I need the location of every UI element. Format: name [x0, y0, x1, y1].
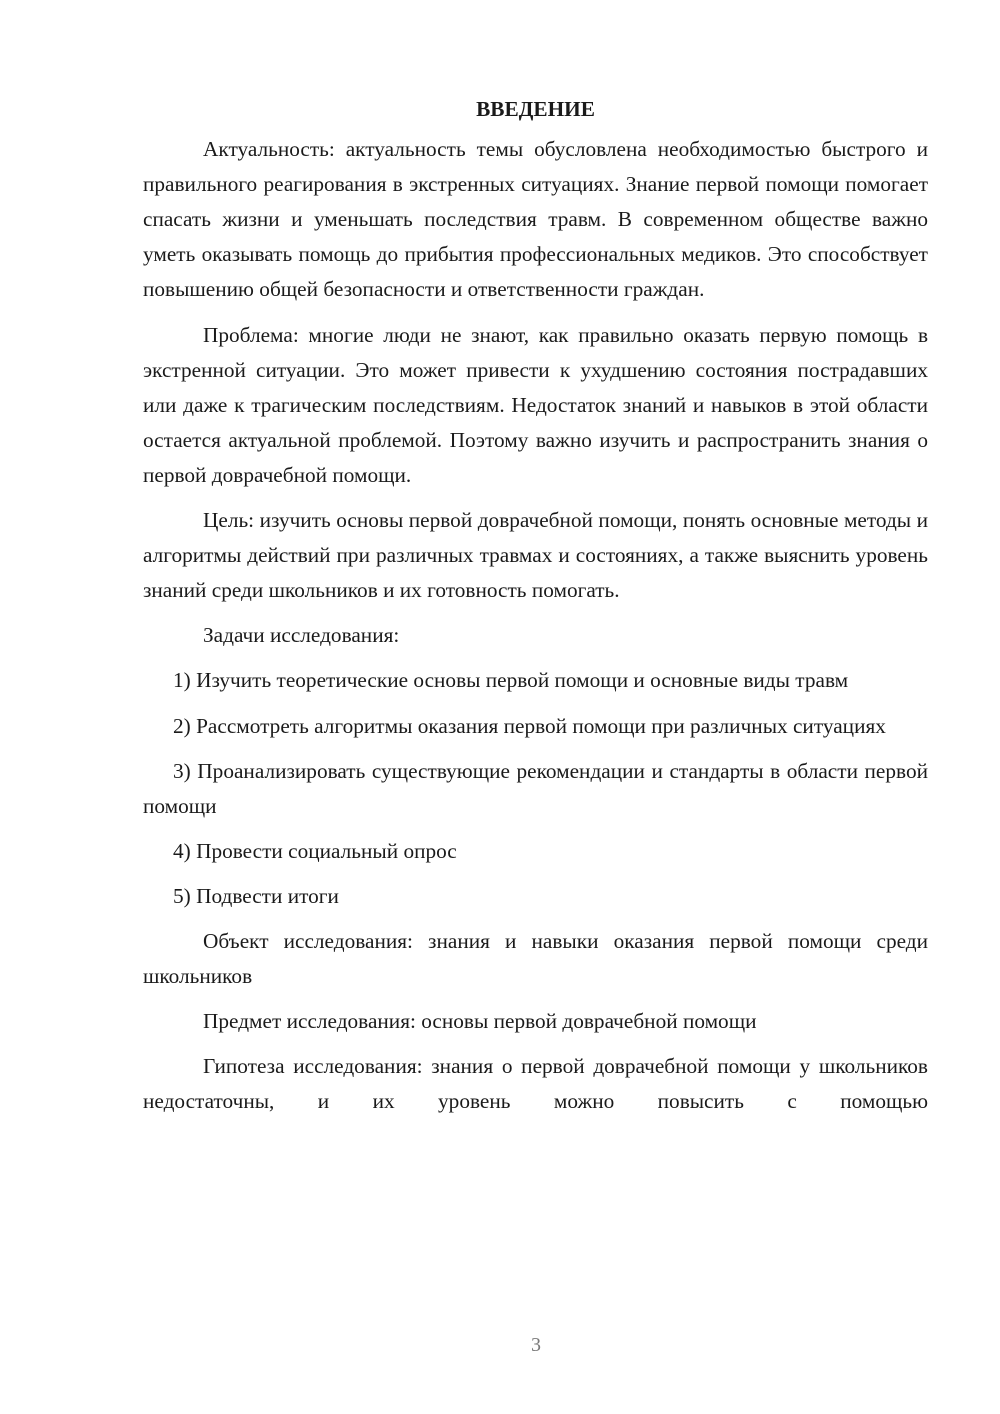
page-content: [143, 92, 928, 1129]
page-number: 3: [531, 1334, 541, 1356]
problem-paragraph: Проблема: многие люди не знают, как правильно оказать первую помощь в экстренной ситуации. Это может привести к ухудшению состояния пострадавших или даже к трагическим последствиям. Недостаток знаний и навыков в этой области остается актуальной проблемой. Поэтому важно изучить и распространить знания о первой доврачебной помощи.: [143, 322, 928, 487]
task-item: 4) Провести социальный опрос: [173, 838, 457, 863]
task-item: 1) Изучить теоретические основы первой помощи и основные виды травм: [173, 668, 849, 693]
task-item: 5) Подвести итоги: [173, 883, 339, 908]
task-item: 3) Проанализировать существующие рекомендации и стандарты в области первой помощи: [143, 758, 928, 818]
tasks-list: [143, 663, 928, 914]
hypothesis-paragraph: Гипотеза исследования: знания о первой доврачебной помощи у школьников недостаточны, и их уровень можно повысить с помощью: [143, 1054, 928, 1114]
goal-paragraph: Цель: изучить основы первой доврачебной помощи, понять основные методы и алгоритмы действий при различных травмах и состояниях, а также выяснить уровень знаний среди школьников и их готовность помогать.: [143, 508, 928, 603]
task-item: 2) Рассмотреть алгоритмы оказания первой помощи при различных ситуациях: [173, 713, 886, 738]
object-paragraph: Объект исследования: знания и навыки оказания первой помощи среди школьников: [143, 928, 928, 989]
tasks-heading: Задачи исследования:: [203, 623, 400, 648]
relevance-paragraph: Актуальность: актуальность темы обусловлена необходимостью быстрого и правильного реагирования в экстренных ситуациях. Знание первой помощи помогает спасать жизни и уменьшать последствия травм. В современном обществе важно уметь оказывать помощь до прибытия профессиональных медиков. Это способствует повышению общей безопасности и ответственности граждан.: [143, 137, 928, 302]
subject-paragraph: Предмет исследования: основы первой доврачебной помощи: [203, 1009, 757, 1034]
section-title: ВВЕДЕНИЕ: [476, 97, 595, 121]
